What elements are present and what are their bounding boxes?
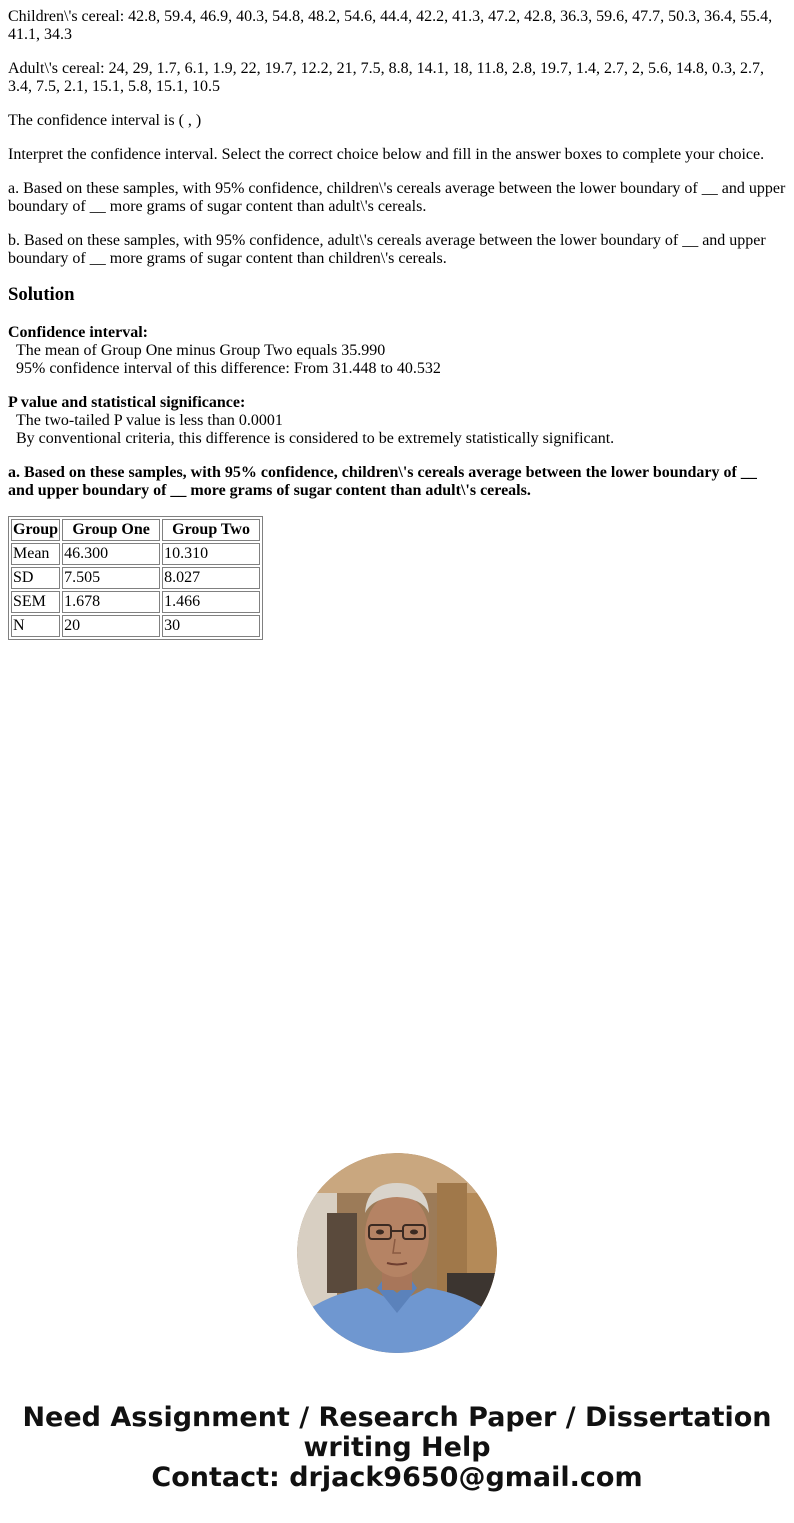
ci-label: Confidence interval:: [8, 324, 148, 341]
ci-mean-difference: The mean of Group One minus Group Two equals 35.990: [16, 342, 386, 359]
adult-cereal-data: Adult\'s cereal: 24, 29, 1.7, 6.1, 1.9, 22, 19.7, 12.2, 21, 7.5, 8.8, 14.1, 18, 11.8, 2.8, 19.7, 1.4, 2.7, 2, 5.6, 14.8, 0.3, 2.7, 3.4, 7.5, 2.1, 15.1, 5.8, 15.1, 10.5: [8, 60, 765, 95]
solution-answer: [8, 464, 786, 500]
stats-table: [8, 516, 263, 640]
option-a: a. Based on these samples, with 95% confidence, children\'s cereals average between the lower boundary of __ and upper boundary of __ more grams of sugar content than adult\'s cereals.: [8, 180, 786, 215]
table-cell: 7.505: [62, 567, 160, 589]
footer-line-1: Need Assignment / Research Paper / Dissertation: [22, 1402, 772, 1433]
footer-line-2: writing Help: [303, 1432, 491, 1463]
ci-prompt: The confidence interval is ( , ): [8, 112, 202, 129]
table-cell: Mean: [11, 543, 60, 565]
footer-banner: [0, 1403, 794, 1493]
solution-answer-text: a. Based on these samples, with 95% confidence, children\'s cereals average between the lower boundary of __ and upper boundary of __ more grams of sugar content than adult\'s cereals.: [8, 464, 757, 499]
ci-range: 95% confidence interval of this difference: From 31.448 to 40.532: [16, 360, 441, 377]
table-cell: 1.678: [62, 591, 160, 613]
table-cell: SD: [11, 567, 60, 589]
children-cereal-data: Children\'s cereal: 42.8, 59.4, 46.9, 40.3, 54.8, 48.2, 54.6, 44.4, 42.2, 41.3, 47.2, 42.8, 36.3, 59.6, 47.7, 50.3, 36.4, 55.4, 41.1, 34.3: [8, 8, 773, 43]
p-value-text: The two-tailed P value is less than 0.0001: [16, 412, 283, 429]
table-header-row: [11, 519, 260, 541]
interpret-prompt: Interpret the confidence interval. Select the correct choice below and fill in the answer boxes to complete your choice.: [8, 146, 765, 163]
table-header-cell: Group: [11, 519, 60, 541]
table-row: [11, 567, 260, 589]
table-cell: 1.466: [162, 591, 260, 613]
table-row: [11, 591, 260, 613]
table-cell: 20: [62, 615, 160, 637]
p-value-section: [8, 394, 786, 448]
table-row: [11, 615, 260, 637]
significance-text: By conventional criteria, this difference is considered to be extremely statistically significant.: [16, 430, 615, 447]
ci-section: [8, 324, 786, 378]
option-b: b. Based on these samples, with 95% confidence, adult\'s cereals average between the lower boundary of __ and upper boundary of __ more grams of sugar content than children\'s cereals.: [8, 232, 766, 267]
p-value-label: P value and statistical significance:: [8, 394, 246, 411]
table-cell: 8.027: [162, 567, 260, 589]
table-header-cell: Group Two: [162, 519, 260, 541]
document-body: [8, 8, 786, 640]
table-cell: 10.310: [162, 543, 260, 565]
solution-heading: Solution: [8, 284, 75, 305]
table-cell: 46.300: [62, 543, 160, 565]
author-avatar: [297, 1153, 497, 1353]
table-cell: 30: [162, 615, 260, 637]
table-row: [11, 543, 260, 565]
table-header-cell: Group One: [62, 519, 160, 541]
table-cell: SEM: [11, 591, 60, 613]
table-cell: N: [11, 615, 60, 637]
footer-contact: Contact: drjack9650@gmail.com: [151, 1462, 643, 1493]
author-photo: [297, 1153, 497, 1353]
